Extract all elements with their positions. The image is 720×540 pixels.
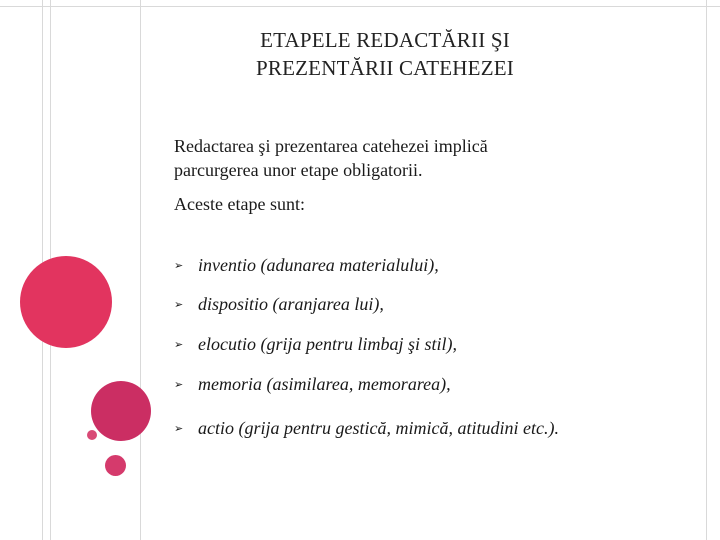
decor-circle-medium	[91, 381, 151, 441]
frame-top-line	[0, 6, 720, 7]
decor-circle-tiny	[87, 430, 97, 440]
list-item	[174, 332, 457, 357]
intro-line-2: parcurgerea unor etape obligatorii.	[174, 160, 423, 180]
frame-right-line	[706, 0, 707, 540]
frame-left-line-3	[140, 0, 141, 540]
list-item-text: memoria (asimilarea, memorarea),	[198, 374, 451, 394]
arrow-bullet-icon: ➢	[174, 298, 184, 311]
list-item-text: inventio (adunarea materialului),	[198, 255, 439, 275]
intro-line-1: Redactarea şi prezentarea catehezei implică	[174, 136, 488, 156]
arrow-bullet-icon: ➢	[174, 338, 184, 351]
subtitle: Aceste etape sunt:	[174, 194, 305, 214]
arrow-bullet-icon: ➢	[174, 378, 184, 391]
list-item-text: dispositio (aranjarea lui),	[198, 294, 384, 314]
list-item	[174, 372, 451, 397]
list-item-text: elocutio (grija pentru limbaj şi stil),	[198, 334, 457, 354]
intro-paragraph	[174, 134, 634, 182]
page-title	[175, 26, 595, 82]
list-item-text: actio (grija pentru gestică, mimică, atitudini etc.).	[198, 418, 559, 438]
decor-circle-large	[20, 256, 112, 348]
intro-text	[174, 134, 634, 216]
decor-circle-small	[105, 455, 126, 476]
list-item	[174, 253, 439, 278]
list-item	[174, 416, 559, 441]
title-line-2: PREZENTĂRII CATEHEZEI	[256, 56, 514, 80]
title-line-1: ETAPELE REDACTĂRII ŞI	[260, 28, 510, 52]
list-item	[174, 292, 384, 317]
arrow-bullet-icon: ➢	[174, 259, 184, 272]
arrow-bullet-icon: ➢	[174, 422, 184, 435]
